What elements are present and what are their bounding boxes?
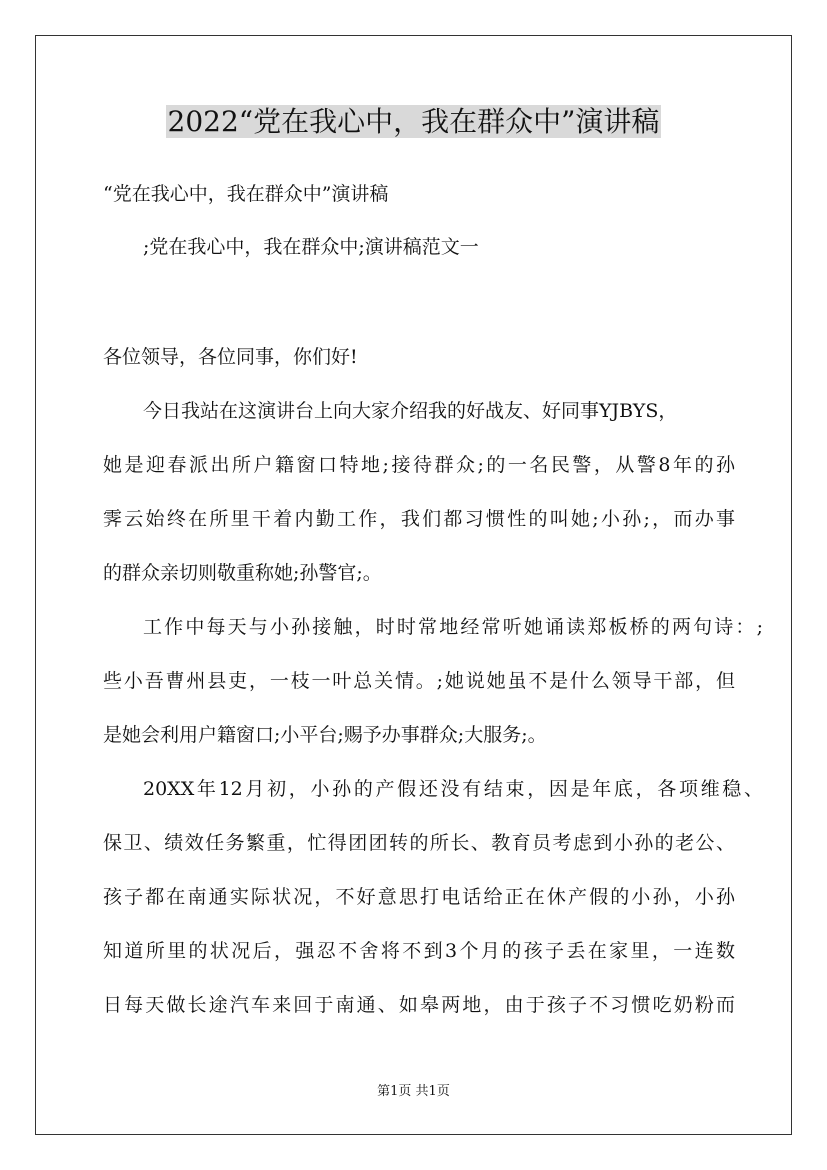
paragraph-line: 20XX年12月初，小孙的产假还没有结束，因是年底，各项维稳、 — [143, 778, 763, 800]
paragraph-line: 孩子都在南通实际状况，不好意思打电话给正在休产假的小孙，小孙 — [103, 886, 735, 908]
paragraph-line: 些小吾曹州县吏，一枝一叶总关情。;她说她虽不是什么领导干部，但 — [103, 670, 735, 692]
paragraph-line: 日每天做长途汽车来回于南通、如皋两地，由于孩子不习惯吃奶粉而 — [103, 994, 735, 1016]
section-heading: ;党在我心中，我在群众中;演讲稿范文一 — [143, 236, 479, 258]
paragraph-line: 霁云始终在所里干着内勤工作，我们都习惯性的叫她;小孙;，而办事 — [103, 508, 735, 530]
page-footer: 第1页 共1页 — [377, 1084, 450, 1099]
salutation: 各位领导，各位同事，你们好! — [103, 346, 358, 368]
document-title-text: 2022“党在我心中，我在群众中”演讲稿 — [167, 105, 660, 138]
paragraph-line: 知道所里的状况后，强忍不舍将不到3个月的孩子丢在家里，一连数 — [103, 940, 735, 962]
subtitle-line: “党在我心中，我在群众中”演讲稿 — [103, 183, 389, 205]
paragraph-line: 工作中每天与小孙接触，时时常地经常听她诵读郑板桥的两句诗：; — [143, 616, 763, 638]
document-title — [0, 100, 827, 144]
paragraph-line: 保卫、绩效任务繁重，忙得团团转的所长、教育员考虑到小孙的老公、 — [103, 832, 735, 854]
paragraph-line: 今日我站在这演讲台上向大家介绍我的好战友、好同事YJBYS， — [143, 400, 678, 422]
paragraph-line: 她是迎春派出所户籍窗口特地;接待群众;的一名民警，从警8年的孙 — [103, 454, 735, 476]
paragraph-line: 是她会利用户籍窗口;小平台;赐予办事群众;大服务;。 — [103, 724, 547, 746]
paragraph-line: 的群众亲切则敬重称她;孙警官;。 — [103, 562, 382, 584]
